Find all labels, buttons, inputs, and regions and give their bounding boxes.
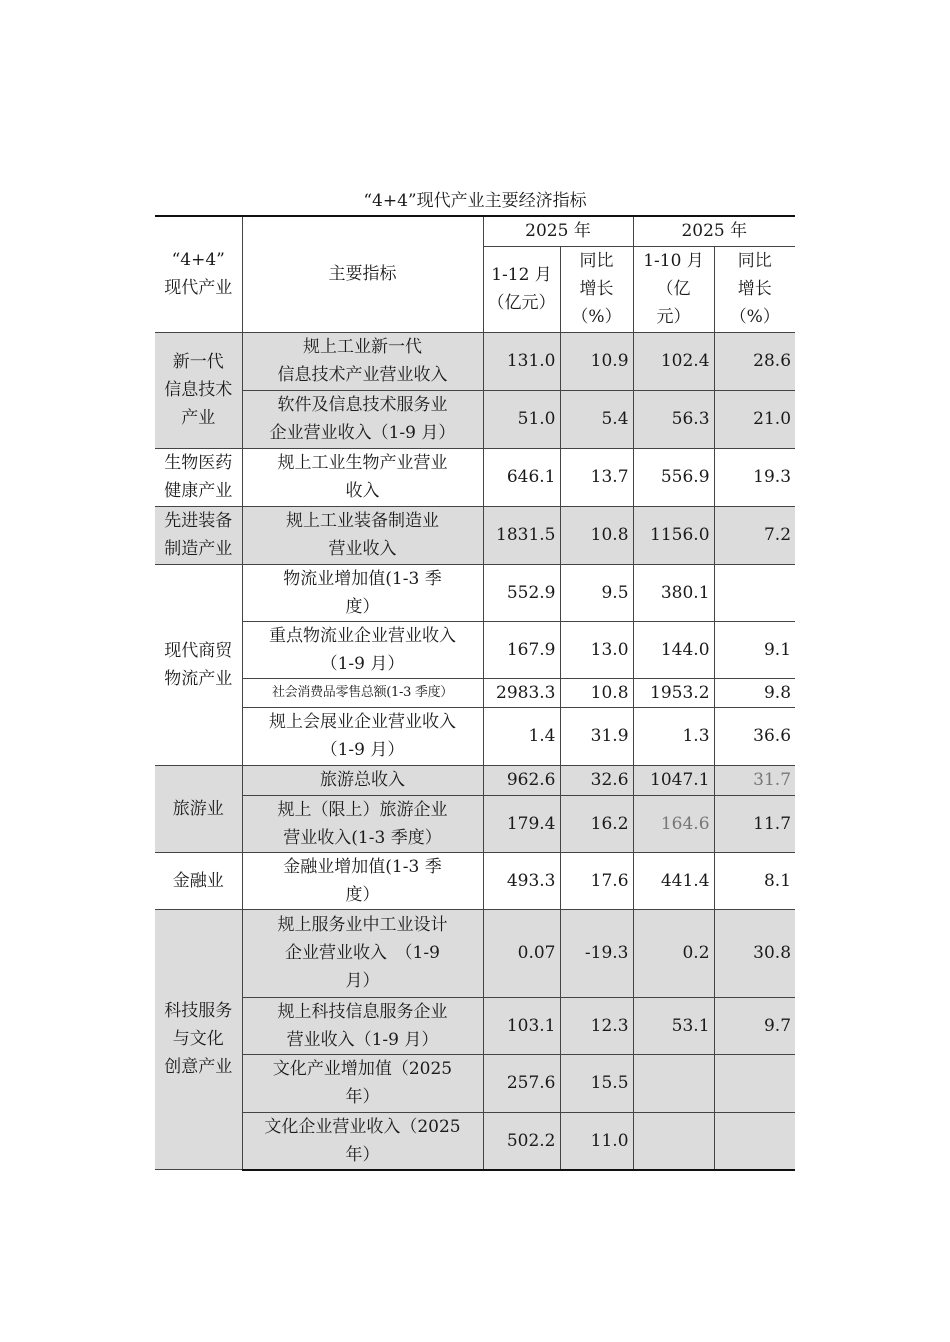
header-indicator: 主要指标 — [242, 216, 483, 332]
value-cell: 164.6 — [633, 795, 714, 852]
growth-cell: 15.5 — [560, 1054, 633, 1112]
growth-cell: 10.8 — [560, 506, 633, 564]
growth-cell: 10.9 — [560, 332, 633, 390]
header-a-growth: 同比 增长 （%） — [560, 246, 633, 332]
growth-cell — [714, 1112, 795, 1170]
table-row — [155, 390, 795, 448]
header-year-a: 2025 年 — [483, 216, 633, 246]
indicator-cell: 软件及信息技术服务业 企业营业收入（1-9 月） — [242, 390, 483, 448]
header-b-growth: 同比 增长 （%） — [714, 246, 795, 332]
growth-cell: 9.1 — [714, 621, 795, 678]
table-row — [155, 852, 795, 909]
growth-cell: 9.5 — [560, 564, 633, 621]
indicator-cell: 规上服务业中工业设计 企业营业收入 （1-9 月） — [242, 909, 483, 997]
value-cell: 1831.5 — [483, 506, 560, 564]
indicator-cell: 金融业增加值(1-3 季 度） — [242, 852, 483, 909]
value-cell: 1156.0 — [633, 506, 714, 564]
indicator-cell: 规上会展业企业营业收入 （1-9 月） — [242, 707, 483, 765]
value-cell: 179.4 — [483, 795, 560, 852]
growth-cell: 5.4 — [560, 390, 633, 448]
growth-cell: 10.8 — [560, 678, 633, 707]
growth-cell: -19.3 — [560, 909, 633, 997]
group-label: 先进装备 制造产业 — [155, 506, 242, 564]
value-cell: 552.9 — [483, 564, 560, 621]
value-cell: 962.6 — [483, 765, 560, 795]
table-row — [155, 332, 795, 390]
value-cell — [633, 1112, 714, 1170]
table-row — [155, 1112, 795, 1170]
group-label: 现代商贸 物流产业 — [155, 564, 242, 765]
value-cell: 646.1 — [483, 448, 560, 506]
header-b-value: 1-10 月 （亿 元） — [633, 246, 714, 332]
indicator-cell: 文化产业增加值（2025 年） — [242, 1054, 483, 1112]
value-cell: 144.0 — [633, 621, 714, 678]
value-cell: 441.4 — [633, 852, 714, 909]
indicator-cell: 旅游总收入 — [242, 765, 483, 795]
header-year-b: 2025 年 — [633, 216, 795, 246]
indicator-cell: 文化企业营业收入（2025 年） — [242, 1112, 483, 1170]
value-cell: 0.07 — [483, 909, 560, 997]
table-row — [155, 909, 795, 997]
value-cell: 103.1 — [483, 997, 560, 1054]
value-cell: 1047.1 — [633, 765, 714, 795]
value-cell — [633, 1054, 714, 1112]
table-row — [155, 997, 795, 1054]
growth-cell: 7.2 — [714, 506, 795, 564]
table-row — [155, 765, 795, 795]
economic-indicators-table — [155, 215, 795, 1171]
value-cell: 51.0 — [483, 390, 560, 448]
growth-cell: 31.7 — [714, 765, 795, 795]
group-label: 生物医药 健康产业 — [155, 448, 242, 506]
growth-cell: 17.6 — [560, 852, 633, 909]
table-row — [155, 707, 795, 765]
value-cell: 1953.2 — [633, 678, 714, 707]
value-cell: 1.3 — [633, 707, 714, 765]
table-row — [155, 448, 795, 506]
growth-cell: 21.0 — [714, 390, 795, 448]
value-cell: 257.6 — [483, 1054, 560, 1112]
indicator-cell: 物流业增加值(1-3 季 度） — [242, 564, 483, 621]
growth-cell: 13.0 — [560, 621, 633, 678]
value-cell: 167.9 — [483, 621, 560, 678]
growth-cell: 32.6 — [560, 765, 633, 795]
growth-cell: 11.0 — [560, 1112, 633, 1170]
growth-cell: 19.3 — [714, 448, 795, 506]
growth-cell: 9.8 — [714, 678, 795, 707]
group-label: 旅游业 — [155, 765, 242, 852]
indicator-cell: 重点物流业企业营业收入 （1-9 月） — [242, 621, 483, 678]
value-cell: 1.4 — [483, 707, 560, 765]
value-cell: 53.1 — [633, 997, 714, 1054]
table-row — [155, 1054, 795, 1112]
growth-cell: 28.6 — [714, 332, 795, 390]
indicator-cell: 规上工业装备制造业 营业收入 — [242, 506, 483, 564]
growth-cell: 16.2 — [560, 795, 633, 852]
group-label: 新一代 信息技术 产业 — [155, 332, 242, 448]
growth-cell: 31.9 — [560, 707, 633, 765]
header-category: “4+4” 现代产业 — [155, 216, 242, 332]
value-cell: 131.0 — [483, 332, 560, 390]
growth-cell: 30.8 — [714, 909, 795, 997]
value-cell: 380.1 — [633, 564, 714, 621]
table-row — [155, 795, 795, 852]
growth-cell — [714, 564, 795, 621]
value-cell: 2983.3 — [483, 678, 560, 707]
value-cell: 102.4 — [633, 332, 714, 390]
growth-cell: 11.7 — [714, 795, 795, 852]
group-label: 科技服务 与文化 创意产业 — [155, 909, 242, 1170]
group-label: 金融业 — [155, 852, 242, 909]
value-cell: 502.2 — [483, 1112, 560, 1170]
table-row — [155, 621, 795, 678]
growth-cell: 8.1 — [714, 852, 795, 909]
table-row — [155, 564, 795, 621]
value-cell: 493.3 — [483, 852, 560, 909]
indicator-cell: 规上科技信息服务企业 营业收入（1-9 月） — [242, 997, 483, 1054]
table-title: “4+4”现代产业主要经济指标 — [363, 191, 587, 211]
value-cell: 556.9 — [633, 448, 714, 506]
growth-cell: 36.6 — [714, 707, 795, 765]
value-cell: 56.3 — [633, 390, 714, 448]
value-cell: 0.2 — [633, 909, 714, 997]
growth-cell: 13.7 — [560, 448, 633, 506]
indicator-cell: 社会消费品零售总额(1-3 季度） — [242, 678, 483, 707]
indicator-cell: 规上工业新一代 信息技术产业营业收入 — [242, 332, 483, 390]
indicator-cell: 规上（限上）旅游企业 营业收入(1-3 季度） — [242, 795, 483, 852]
growth-cell: 9.7 — [714, 997, 795, 1054]
table-row — [155, 678, 795, 707]
growth-cell — [714, 1054, 795, 1112]
table-row — [155, 506, 795, 564]
growth-cell: 12.3 — [560, 997, 633, 1054]
header-a-value: 1-12 月 （亿元） — [483, 246, 560, 332]
indicator-cell: 规上工业生物产业营业 收入 — [242, 448, 483, 506]
